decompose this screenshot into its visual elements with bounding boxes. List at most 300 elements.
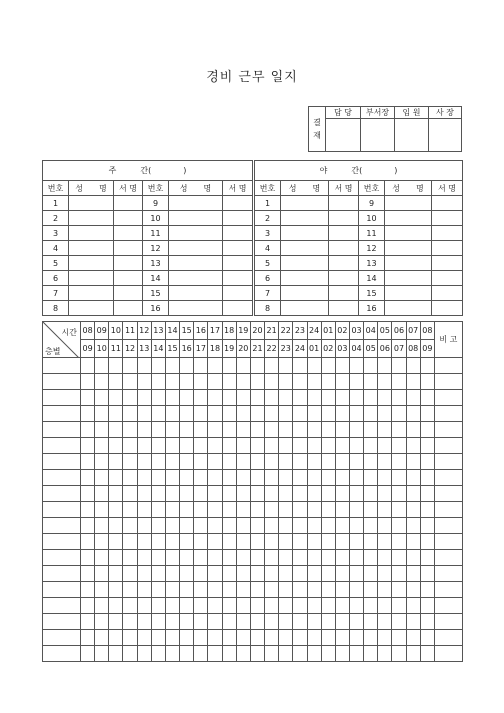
grid-cell[interactable] <box>335 438 349 454</box>
grid-cell[interactable] <box>194 534 208 550</box>
grid-cell[interactable] <box>364 438 378 454</box>
grid-cell[interactable] <box>434 518 462 534</box>
grid-cell[interactable] <box>434 582 462 598</box>
approval-sign-cell[interactable] <box>395 119 429 152</box>
name-cell[interactable] <box>385 211 432 226</box>
grid-cell[interactable] <box>165 582 179 598</box>
name-cell[interactable] <box>281 301 329 316</box>
grid-cell[interactable] <box>109 566 123 582</box>
grid-cell[interactable] <box>137 390 151 406</box>
grid-cell[interactable] <box>434 406 462 422</box>
grid-cell[interactable] <box>265 630 279 646</box>
grid-cell[interactable] <box>434 614 462 630</box>
grid-cell[interactable] <box>321 486 335 502</box>
grid-cell[interactable] <box>406 374 420 390</box>
grid-cell[interactable] <box>194 422 208 438</box>
grid-cell[interactable] <box>392 470 406 486</box>
grid-cell[interactable] <box>293 646 307 662</box>
grid-cell[interactable] <box>180 470 194 486</box>
grid-cell[interactable] <box>81 534 95 550</box>
grid-cell[interactable] <box>406 502 420 518</box>
grid-cell[interactable] <box>236 486 250 502</box>
grid-cell[interactable] <box>349 406 363 422</box>
grid-cell[interactable] <box>165 470 179 486</box>
grid-cell[interactable] <box>406 582 420 598</box>
grid-cell[interactable] <box>321 550 335 566</box>
grid-cell[interactable] <box>250 598 264 614</box>
grid-cell[interactable] <box>250 358 264 374</box>
sign-cell[interactable] <box>329 271 359 286</box>
grid-cell[interactable] <box>250 390 264 406</box>
sign-cell[interactable] <box>432 256 463 271</box>
grid-cell[interactable] <box>165 486 179 502</box>
grid-cell[interactable] <box>335 422 349 438</box>
grid-cell[interactable] <box>95 358 109 374</box>
grid-cell[interactable] <box>222 470 236 486</box>
grid-cell[interactable] <box>95 374 109 390</box>
sign-cell[interactable] <box>329 211 359 226</box>
grid-cell[interactable] <box>236 406 250 422</box>
grid-cell[interactable] <box>392 566 406 582</box>
grid-cell[interactable] <box>364 358 378 374</box>
grid-cell[interactable] <box>194 374 208 390</box>
grid-cell[interactable] <box>109 358 123 374</box>
sign-cell[interactable] <box>223 256 253 271</box>
grid-cell[interactable] <box>95 390 109 406</box>
grid-cell[interactable] <box>109 486 123 502</box>
grid-cell[interactable] <box>335 582 349 598</box>
grid-cell[interactable] <box>109 614 123 630</box>
grid-cell[interactable] <box>95 598 109 614</box>
grid-cell[interactable] <box>349 470 363 486</box>
grid-cell[interactable] <box>349 502 363 518</box>
grid-cell[interactable] <box>364 598 378 614</box>
grid-cell[interactable] <box>250 470 264 486</box>
grid-cell[interactable] <box>222 486 236 502</box>
grid-cell[interactable] <box>180 422 194 438</box>
grid-cell[interactable] <box>321 406 335 422</box>
grid-cell[interactable] <box>279 614 293 630</box>
grid-cell[interactable] <box>95 454 109 470</box>
sign-cell[interactable] <box>114 241 143 256</box>
grid-cell[interactable] <box>321 390 335 406</box>
grid-cell[interactable] <box>364 422 378 438</box>
grid-cell[interactable] <box>335 534 349 550</box>
grid-cell[interactable] <box>392 486 406 502</box>
grid-cell[interactable] <box>265 358 279 374</box>
grid-cell[interactable] <box>81 582 95 598</box>
grid-cell[interactable] <box>95 486 109 502</box>
grid-cell[interactable] <box>265 582 279 598</box>
sign-cell[interactable] <box>432 286 463 301</box>
grid-cell[interactable] <box>335 550 349 566</box>
grid-cell[interactable] <box>307 470 321 486</box>
grid-cell[interactable] <box>109 550 123 566</box>
grid-cell[interactable] <box>137 438 151 454</box>
grid-cell[interactable] <box>293 470 307 486</box>
grid-cell[interactable] <box>151 566 165 582</box>
grid-cell[interactable] <box>208 598 222 614</box>
grid-cell[interactable] <box>392 630 406 646</box>
grid-cell[interactable] <box>236 534 250 550</box>
grid-cell[interactable] <box>378 374 392 390</box>
grid-cell[interactable] <box>95 630 109 646</box>
grid-cell[interactable] <box>250 630 264 646</box>
grid-cell[interactable] <box>81 486 95 502</box>
grid-cell[interactable] <box>293 630 307 646</box>
grid-cell[interactable] <box>222 390 236 406</box>
grid-cell[interactable] <box>406 630 420 646</box>
grid-cell[interactable] <box>378 518 392 534</box>
grid-cell[interactable] <box>208 390 222 406</box>
grid-cell[interactable] <box>137 470 151 486</box>
grid-cell[interactable] <box>43 358 81 374</box>
grid-cell[interactable] <box>165 550 179 566</box>
grid-cell[interactable] <box>420 406 434 422</box>
grid-cell[interactable] <box>279 486 293 502</box>
sign-cell[interactable] <box>432 211 463 226</box>
grid-cell[interactable] <box>180 486 194 502</box>
grid-cell[interactable] <box>265 486 279 502</box>
grid-cell[interactable] <box>151 502 165 518</box>
grid-cell[interactable] <box>81 406 95 422</box>
grid-cell[interactable] <box>349 358 363 374</box>
grid-cell[interactable] <box>378 614 392 630</box>
grid-cell[interactable] <box>137 422 151 438</box>
grid-cell[interactable] <box>406 422 420 438</box>
sign-cell[interactable] <box>114 271 143 286</box>
grid-cell[interactable] <box>194 486 208 502</box>
grid-cell[interactable] <box>43 614 81 630</box>
grid-cell[interactable] <box>265 454 279 470</box>
grid-cell[interactable] <box>109 582 123 598</box>
grid-cell[interactable] <box>151 518 165 534</box>
grid-cell[interactable] <box>137 550 151 566</box>
name-cell[interactable] <box>385 241 432 256</box>
grid-cell[interactable] <box>378 550 392 566</box>
name-cell[interactable] <box>69 226 114 241</box>
grid-cell[interactable] <box>307 374 321 390</box>
grid-cell[interactable] <box>194 470 208 486</box>
grid-cell[interactable] <box>137 518 151 534</box>
grid-cell[interactable] <box>81 614 95 630</box>
grid-cell[interactable] <box>420 582 434 598</box>
grid-cell[interactable] <box>43 486 81 502</box>
grid-cell[interactable] <box>434 374 462 390</box>
grid-cell[interactable] <box>307 486 321 502</box>
grid-cell[interactable] <box>349 614 363 630</box>
grid-cell[interactable] <box>109 374 123 390</box>
grid-cell[interactable] <box>222 582 236 598</box>
grid-cell[interactable] <box>349 550 363 566</box>
grid-cell[interactable] <box>165 646 179 662</box>
sign-cell[interactable] <box>223 241 253 256</box>
grid-cell[interactable] <box>137 374 151 390</box>
grid-cell[interactable] <box>392 374 406 390</box>
sign-cell[interactable] <box>223 301 253 316</box>
approval-sign-cell[interactable] <box>429 119 462 152</box>
grid-cell[interactable] <box>222 454 236 470</box>
grid-cell[interactable] <box>392 550 406 566</box>
grid-cell[interactable] <box>321 630 335 646</box>
grid-cell[interactable] <box>123 390 137 406</box>
grid-cell[interactable] <box>109 406 123 422</box>
grid-cell[interactable] <box>43 582 81 598</box>
grid-cell[interactable] <box>236 518 250 534</box>
grid-cell[interactable] <box>406 358 420 374</box>
grid-cell[interactable] <box>194 630 208 646</box>
sign-cell[interactable] <box>432 226 463 241</box>
grid-cell[interactable] <box>180 630 194 646</box>
grid-cell[interactable] <box>43 518 81 534</box>
grid-cell[interactable] <box>236 358 250 374</box>
grid-cell[interactable] <box>349 438 363 454</box>
grid-cell[interactable] <box>335 454 349 470</box>
grid-cell[interactable] <box>250 534 264 550</box>
grid-cell[interactable] <box>293 518 307 534</box>
grid-cell[interactable] <box>250 550 264 566</box>
grid-cell[interactable] <box>378 454 392 470</box>
grid-cell[interactable] <box>420 550 434 566</box>
grid-cell[interactable] <box>81 566 95 582</box>
grid-cell[interactable] <box>265 534 279 550</box>
grid-cell[interactable] <box>293 486 307 502</box>
sign-cell[interactable] <box>223 286 253 301</box>
name-cell[interactable] <box>169 226 223 241</box>
grid-cell[interactable] <box>335 502 349 518</box>
grid-cell[interactable] <box>236 646 250 662</box>
grid-cell[interactable] <box>279 454 293 470</box>
grid-cell[interactable] <box>279 502 293 518</box>
grid-cell[interactable] <box>109 422 123 438</box>
grid-cell[interactable] <box>279 470 293 486</box>
grid-cell[interactable] <box>208 646 222 662</box>
grid-cell[interactable] <box>250 518 264 534</box>
grid-cell[interactable] <box>434 566 462 582</box>
grid-cell[interactable] <box>250 502 264 518</box>
grid-cell[interactable] <box>307 438 321 454</box>
grid-cell[interactable] <box>349 454 363 470</box>
grid-cell[interactable] <box>222 374 236 390</box>
grid-cell[interactable] <box>406 518 420 534</box>
name-cell[interactable] <box>169 211 223 226</box>
grid-cell[interactable] <box>194 438 208 454</box>
grid-cell[interactable] <box>123 582 137 598</box>
grid-cell[interactable] <box>392 358 406 374</box>
grid-cell[interactable] <box>378 422 392 438</box>
sign-cell[interactable] <box>329 196 359 211</box>
sign-cell[interactable] <box>223 271 253 286</box>
grid-cell[interactable] <box>406 390 420 406</box>
grid-cell[interactable] <box>236 550 250 566</box>
name-cell[interactable] <box>169 271 223 286</box>
grid-cell[interactable] <box>95 534 109 550</box>
grid-cell[interactable] <box>43 406 81 422</box>
grid-cell[interactable] <box>293 422 307 438</box>
grid-cell[interactable] <box>236 470 250 486</box>
grid-cell[interactable] <box>194 598 208 614</box>
grid-cell[interactable] <box>349 582 363 598</box>
grid-cell[interactable] <box>279 374 293 390</box>
grid-cell[interactable] <box>420 614 434 630</box>
grid-cell[interactable] <box>293 438 307 454</box>
grid-cell[interactable] <box>378 534 392 550</box>
grid-cell[interactable] <box>434 534 462 550</box>
grid-cell[interactable] <box>180 374 194 390</box>
grid-cell[interactable] <box>250 486 264 502</box>
grid-cell[interactable] <box>109 502 123 518</box>
grid-cell[interactable] <box>95 406 109 422</box>
grid-cell[interactable] <box>165 518 179 534</box>
grid-cell[interactable] <box>392 646 406 662</box>
grid-cell[interactable] <box>434 550 462 566</box>
grid-cell[interactable] <box>208 550 222 566</box>
grid-cell[interactable] <box>236 598 250 614</box>
grid-cell[interactable] <box>420 358 434 374</box>
grid-cell[interactable] <box>222 422 236 438</box>
grid-cell[interactable] <box>307 422 321 438</box>
grid-cell[interactable] <box>321 502 335 518</box>
grid-cell[interactable] <box>349 566 363 582</box>
grid-cell[interactable] <box>279 438 293 454</box>
grid-cell[interactable] <box>321 470 335 486</box>
name-cell[interactable] <box>69 196 114 211</box>
grid-cell[interactable] <box>137 598 151 614</box>
grid-cell[interactable] <box>406 486 420 502</box>
grid-cell[interactable] <box>265 422 279 438</box>
grid-cell[interactable] <box>265 438 279 454</box>
grid-cell[interactable] <box>378 358 392 374</box>
grid-cell[interactable] <box>151 470 165 486</box>
grid-cell[interactable] <box>293 454 307 470</box>
grid-cell[interactable] <box>250 566 264 582</box>
grid-cell[interactable] <box>420 518 434 534</box>
sign-cell[interactable] <box>114 226 143 241</box>
grid-cell[interactable] <box>378 470 392 486</box>
grid-cell[interactable] <box>420 390 434 406</box>
grid-cell[interactable] <box>349 534 363 550</box>
grid-cell[interactable] <box>180 502 194 518</box>
grid-cell[interactable] <box>208 422 222 438</box>
grid-cell[interactable] <box>137 614 151 630</box>
grid-cell[interactable] <box>321 614 335 630</box>
grid-cell[interactable] <box>194 502 208 518</box>
name-cell[interactable] <box>281 271 329 286</box>
grid-cell[interactable] <box>208 630 222 646</box>
grid-cell[interactable] <box>364 630 378 646</box>
grid-cell[interactable] <box>349 374 363 390</box>
grid-cell[interactable] <box>307 390 321 406</box>
grid-cell[interactable] <box>236 582 250 598</box>
grid-cell[interactable] <box>137 630 151 646</box>
grid-cell[interactable] <box>43 374 81 390</box>
grid-cell[interactable] <box>208 406 222 422</box>
sign-cell[interactable] <box>114 256 143 271</box>
grid-cell[interactable] <box>364 470 378 486</box>
sign-cell[interactable] <box>432 271 463 286</box>
grid-cell[interactable] <box>222 438 236 454</box>
grid-cell[interactable] <box>81 454 95 470</box>
grid-cell[interactable] <box>81 470 95 486</box>
grid-cell[interactable] <box>109 534 123 550</box>
grid-cell[interactable] <box>165 358 179 374</box>
grid-cell[interactable] <box>194 518 208 534</box>
grid-cell[interactable] <box>180 390 194 406</box>
grid-cell[interactable] <box>265 502 279 518</box>
grid-cell[interactable] <box>307 534 321 550</box>
grid-cell[interactable] <box>208 502 222 518</box>
name-cell[interactable] <box>281 241 329 256</box>
grid-cell[interactable] <box>137 454 151 470</box>
grid-cell[interactable] <box>378 646 392 662</box>
grid-cell[interactable] <box>392 390 406 406</box>
grid-cell[interactable] <box>123 598 137 614</box>
grid-cell[interactable] <box>194 566 208 582</box>
grid-cell[interactable] <box>364 454 378 470</box>
grid-cell[interactable] <box>364 518 378 534</box>
grid-cell[interactable] <box>123 406 137 422</box>
grid-cell[interactable] <box>335 630 349 646</box>
grid-cell[interactable] <box>364 390 378 406</box>
grid-cell[interactable] <box>123 438 137 454</box>
grid-cell[interactable] <box>265 646 279 662</box>
grid-cell[interactable] <box>364 646 378 662</box>
sign-cell[interactable] <box>223 196 253 211</box>
grid-cell[interactable] <box>335 598 349 614</box>
grid-cell[interactable] <box>364 502 378 518</box>
grid-cell[interactable] <box>420 502 434 518</box>
grid-cell[interactable] <box>222 566 236 582</box>
sign-cell[interactable] <box>432 196 463 211</box>
grid-cell[interactable] <box>321 358 335 374</box>
grid-cell[interactable] <box>406 470 420 486</box>
grid-cell[interactable] <box>307 406 321 422</box>
grid-cell[interactable] <box>81 438 95 454</box>
grid-cell[interactable] <box>180 438 194 454</box>
grid-cell[interactable] <box>236 374 250 390</box>
grid-cell[interactable] <box>123 614 137 630</box>
grid-cell[interactable] <box>151 422 165 438</box>
grid-cell[interactable] <box>151 406 165 422</box>
grid-cell[interactable] <box>151 550 165 566</box>
grid-cell[interactable] <box>250 454 264 470</box>
grid-cell[interactable] <box>307 358 321 374</box>
grid-cell[interactable] <box>434 470 462 486</box>
grid-cell[interactable] <box>321 582 335 598</box>
grid-cell[interactable] <box>165 598 179 614</box>
grid-cell[interactable] <box>43 534 81 550</box>
grid-cell[interactable] <box>293 502 307 518</box>
grid-cell[interactable] <box>335 406 349 422</box>
grid-cell[interactable] <box>109 598 123 614</box>
grid-cell[interactable] <box>208 454 222 470</box>
grid-cell[interactable] <box>208 438 222 454</box>
grid-cell[interactable] <box>420 374 434 390</box>
grid-cell[interactable] <box>378 406 392 422</box>
name-cell[interactable] <box>169 256 223 271</box>
grid-cell[interactable] <box>165 630 179 646</box>
grid-cell[interactable] <box>208 614 222 630</box>
grid-cell[interactable] <box>279 518 293 534</box>
grid-cell[interactable] <box>194 390 208 406</box>
grid-cell[interactable] <box>208 566 222 582</box>
grid-cell[interactable] <box>265 598 279 614</box>
name-cell[interactable] <box>281 226 329 241</box>
grid-cell[interactable] <box>222 630 236 646</box>
grid-cell[interactable] <box>250 614 264 630</box>
grid-cell[interactable] <box>165 454 179 470</box>
grid-cell[interactable] <box>180 582 194 598</box>
